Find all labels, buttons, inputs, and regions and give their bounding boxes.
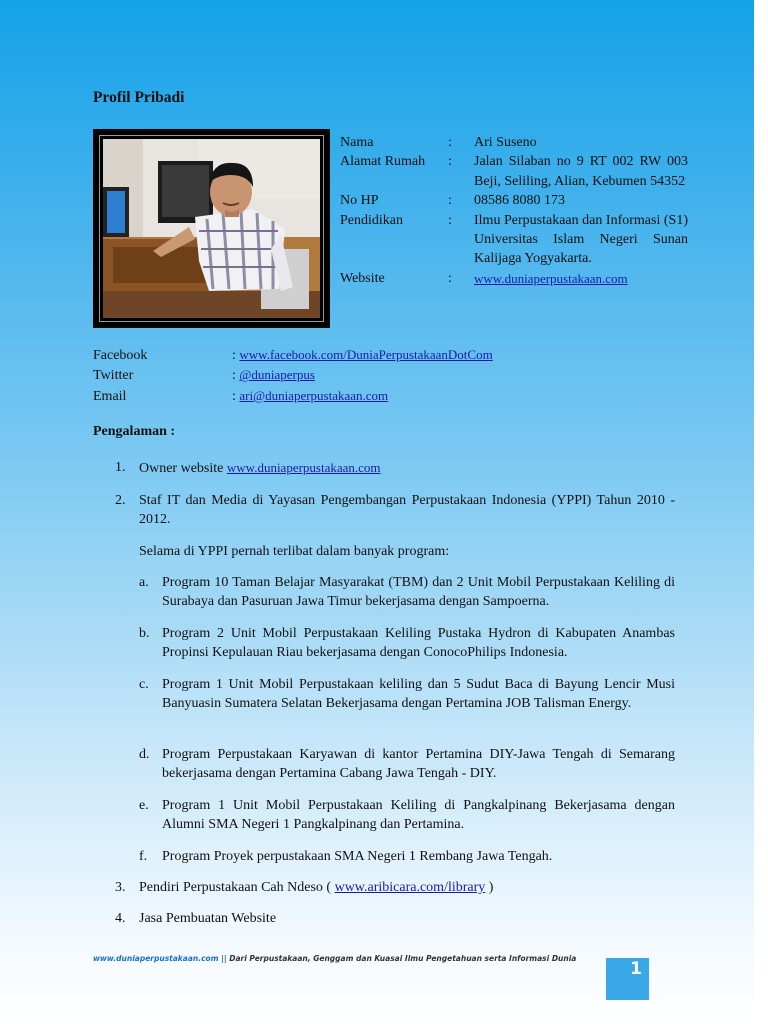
- item-text: Owner website: [139, 461, 227, 476]
- experience-heading: Pengalaman :: [93, 424, 176, 439]
- item-text: Program 2 Unit Mobil Perpustakaan Keliling Pustaka Hydron di Kabupaten Anambas Propinsi Kepulauan Riau bekerjasama dengan ConocoPhilips Indonesia.: [162, 626, 675, 661]
- item-text: Program Perpustakaan Karyawan di kantor Pertamina DIY-Jawa Tengah di Semarang bekerjasama dengan Pertamina Cabang Jawa Tengah - DIY.: [162, 747, 675, 782]
- item-text: Program 1 Unit Mobil Perpustakaan keliling dan 5 Sudut Baca di Bayung Lencir Musi Banyuasin Sumatera Selatan Bekerjasama dengan Pertamina JOB Talisman Energy.: [162, 677, 675, 712]
- field-label: Pendidikan: [340, 212, 403, 228]
- email-link[interactable]: ari@duniaperpustakaan.com: [239, 387, 389, 403]
- profile-photo-frame: [93, 129, 330, 328]
- facebook-link[interactable]: www.facebook.com/DuniaPerpustakaanDotCom: [239, 347, 493, 362]
- field-label: Nama: [340, 135, 374, 150]
- item-number: 4.: [115, 911, 126, 926]
- item-letter: f.: [139, 849, 148, 864]
- contact-row-twitter: Twitter : @duniaperpus: [93, 365, 493, 385]
- item-letter: d.: [139, 747, 150, 762]
- page-number: 1: [606, 958, 649, 1000]
- owner-website-link[interactable]: www.duniaperpustakaan.com: [226, 460, 381, 475]
- field-row-education: Pendidikan : Ilmu Perpustakaan dan Informasi (S1) Universitas Islam Negeri Sunan Kalijaga Yogyakarta.: [340, 211, 688, 269]
- item-letter: c.: [139, 677, 149, 692]
- item-text: Program Proyek perpustakaan SMA Negeri 1 Rembang Jawa Tengah.: [162, 849, 553, 864]
- item-text: Pendiri Perpustakaan Cah Ndeso (: [139, 880, 335, 895]
- contact-list: [93, 345, 493, 406]
- field-label: Website: [340, 270, 385, 286]
- website-link[interactable]: www.duniaperpustakaan.com: [474, 270, 628, 286]
- contact-label: Email: [93, 388, 127, 404]
- item-intro: Selama di YPPI pernah terlibat dalam banyak program:: [139, 544, 450, 559]
- contact-label: Twitter: [93, 368, 134, 384]
- field-value: Jalan Silaban no 9 RT 002 RW 003 Beji, Seliling, Alian, Kebumen 54352: [474, 154, 688, 189]
- field-label: Alamat Rumah: [340, 154, 426, 170]
- field-row-name: Nama : Ari Suseno: [340, 133, 688, 152]
- field-label: No HP: [340, 193, 379, 209]
- item-letter: b.: [139, 626, 150, 641]
- footer-link[interactable]: www.duniaperpustakaan.com: [93, 954, 219, 963]
- contact-row-email: Email : ari@duniaperpustakaan.com: [93, 386, 493, 406]
- field-value: Ilmu Perpustakaan dan Informasi (S1) Universitas Islam Negeri Sunan Kalijaga Yogyakarta.: [474, 212, 688, 267]
- twitter-link[interactable]: @duniaperpus: [239, 367, 315, 383]
- footer-separator: ||: [218, 954, 230, 963]
- item-text: Program 1 Unit Mobil Perpustakaan Keliling di Pangkalpinang Bekerjasama dengan Alumni SMA Negeri 1 Pangkalpinang dan Pertamina.: [162, 798, 675, 833]
- right-margin-strip: [754, 0, 768, 1024]
- field-row-phone: No HP : 08586 8080 173: [340, 191, 688, 210]
- field-value: 08586 8080 173: [474, 193, 565, 209]
- item-letter: a.: [139, 575, 149, 590]
- contact-label: Facebook: [93, 348, 148, 363]
- item-number: 3.: [115, 880, 126, 895]
- item-number: 1.: [115, 460, 126, 475]
- item-letter: e.: [139, 798, 149, 813]
- profile-info: [340, 133, 688, 289]
- page-footer: [93, 954, 576, 963]
- item-text: Staf IT dan Media di Yayasan Pengembangan Perpustakaan Indonesia (YPPI) Tahun 2010 - 2012.: [139, 493, 675, 528]
- page-title: Profil Pribadi: [93, 89, 185, 106]
- field-value: Ari Suseno: [474, 135, 537, 150]
- item-text: Jasa Pembuatan Website: [139, 911, 277, 926]
- field-row-website: Website : www.duniaperpustakaan.com: [340, 269, 688, 289]
- library-link[interactable]: www.aribicara.com/library: [334, 880, 486, 895]
- item-text: Program 10 Taman Belajar Masyarakat (TBM) dan 2 Unit Mobil Perpustakaan Keliling di Surabaya dan Pasuruan Jawa Timur bekerjasama dengan Sampoerna.: [162, 575, 675, 610]
- item-number: 2.: [115, 493, 126, 508]
- footer-tagline: Dari Perpustakaan, Genggam dan Kuasai Ilmu Pengetahuan serta Informasi Dunia: [229, 954, 577, 963]
- contact-row-facebook: Facebook : www.facebook.com/DuniaPerpustakaanDotCom: [93, 345, 493, 365]
- profile-photo: [103, 139, 320, 318]
- field-row-address: Alamat Rumah : Jalan Silaban no 9 RT 002 RW 003 Beji, Seliling, Alian, Kebumen 54352: [340, 152, 688, 191]
